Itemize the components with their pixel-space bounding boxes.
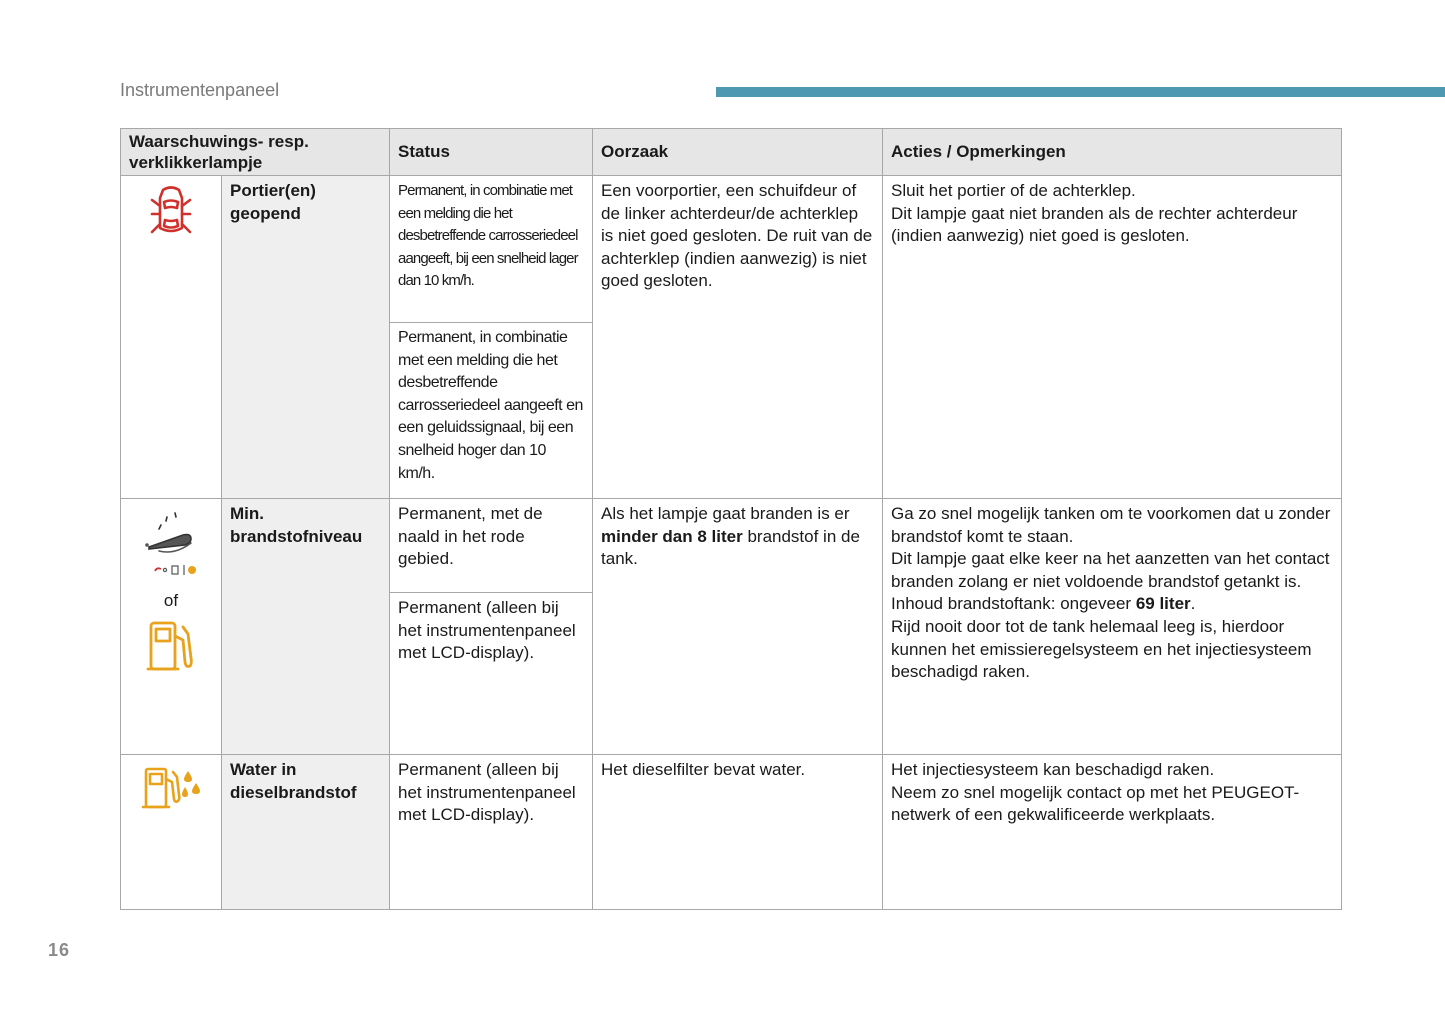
- lamp-name: Water in dieselbrandstof: [222, 755, 390, 910]
- column-header-status: Status: [390, 129, 593, 176]
- actions-line: Ga zo snel mogelijk tanken om te voorkomen dat u zonder brandstof komt te staan.: [891, 504, 1331, 546]
- actions-line-post: .: [1190, 594, 1196, 614]
- actions-line: Rijd nooit door tot de tank helemaal leeg is, hierdoor kunnen het emissieregelsysteem en het injectiesysteem beschadigd raken.: [891, 616, 1312, 682]
- actions-line: Het injectiesysteem kan beschadigd raken.: [891, 760, 1215, 779]
- actions-line-bold: 69 liter: [1135, 594, 1191, 614]
- actions-text: [883, 176, 1342, 499]
- column-header-cause: Oorzaak: [593, 129, 883, 176]
- table-row: [121, 499, 1342, 593]
- door-open-icon: [149, 184, 193, 242]
- water-in-diesel-icon: [140, 763, 202, 813]
- fuel-pump-icon: [146, 618, 196, 674]
- status-text: Permanent, in combinatie met een melding die het desbetreffende carrosseriedeel aangeeft en een geluidssignaal, bij een snelheid hoger dan 10 km/h.: [390, 323, 593, 499]
- status-text: Permanent (alleen bij het instrumentenpaneel met LCD-display).: [390, 755, 593, 910]
- lamp-name: Portier(en) geopend: [222, 176, 390, 499]
- lamp-icon-cell: [121, 176, 222, 499]
- section-title: Instrumentenpaneel: [120, 80, 280, 100]
- status-text: Permanent, met de naald in het rode gebied.: [390, 499, 593, 593]
- cause-text-pre: Als het lampje gaat branden is er: [601, 504, 850, 523]
- table-row: [121, 176, 1342, 323]
- status-text: Permanent, in combinatie met een melding die het desbetreffende carrosseriedeel aangeeft, bij een snelheid lager dan 10 km/h.: [390, 176, 593, 323]
- table-header-row: [121, 129, 1342, 176]
- fuel-gauge-icon: [139, 507, 203, 579]
- cause-text: Een voorportier, een schuifdeur of de linker achterdeur/de achterklep is niet goed gesloten. De ruit van de achterklep (indien aanwezig) is niet goed gesloten.: [593, 176, 883, 499]
- lamp-name: Min. brandstofniveau: [222, 499, 390, 755]
- cause-text: [593, 499, 883, 755]
- table-row: [121, 755, 1342, 910]
- lamp-icon-cell: [121, 499, 222, 755]
- column-header-lamp: Waarschuwings- resp. verklikkerlampje: [121, 129, 390, 176]
- actions-line: Sluit het portier of de achterklep.: [891, 181, 1136, 200]
- actions-line: Dit lampje gaat elke keer na het aanzetten van het contact branden zolang er niet voldoende brandstof getankt is.: [891, 549, 1330, 591]
- actions-line: Neem zo snel mogelijk contact op met het PEUGEOT-netwerk of een gekwalificeerde werkplaats.: [891, 782, 1300, 825]
- cause-text-bold: minder dan 8 liter: [601, 526, 743, 546]
- page-number: 16: [48, 940, 71, 960]
- actions-text: [883, 499, 1342, 755]
- header-accent-bar: [716, 87, 1445, 97]
- actions-text: [883, 755, 1342, 910]
- cause-text-post: brandstof in de tank.: [601, 526, 860, 569]
- status-text: Permanent (alleen bij het instrumentenpaneel met LCD-display).: [390, 593, 593, 755]
- cause-text: Het dieselfilter bevat water.: [593, 755, 883, 910]
- or-label: of: [163, 590, 179, 610]
- actions-line: [891, 593, 1333, 616]
- warning-lamps-table: [120, 128, 1342, 910]
- actions-line-pre: Inhoud brandstoftank: ongeveer: [891, 594, 1132, 614]
- actions-line: Dit lampje gaat niet branden als de rechter achterdeur (indien aanwezig) niet goed is gesloten.: [891, 203, 1298, 246]
- lamp-icon-cell: [121, 755, 222, 910]
- column-header-actions: Acties / Opmerkingen: [883, 129, 1342, 176]
